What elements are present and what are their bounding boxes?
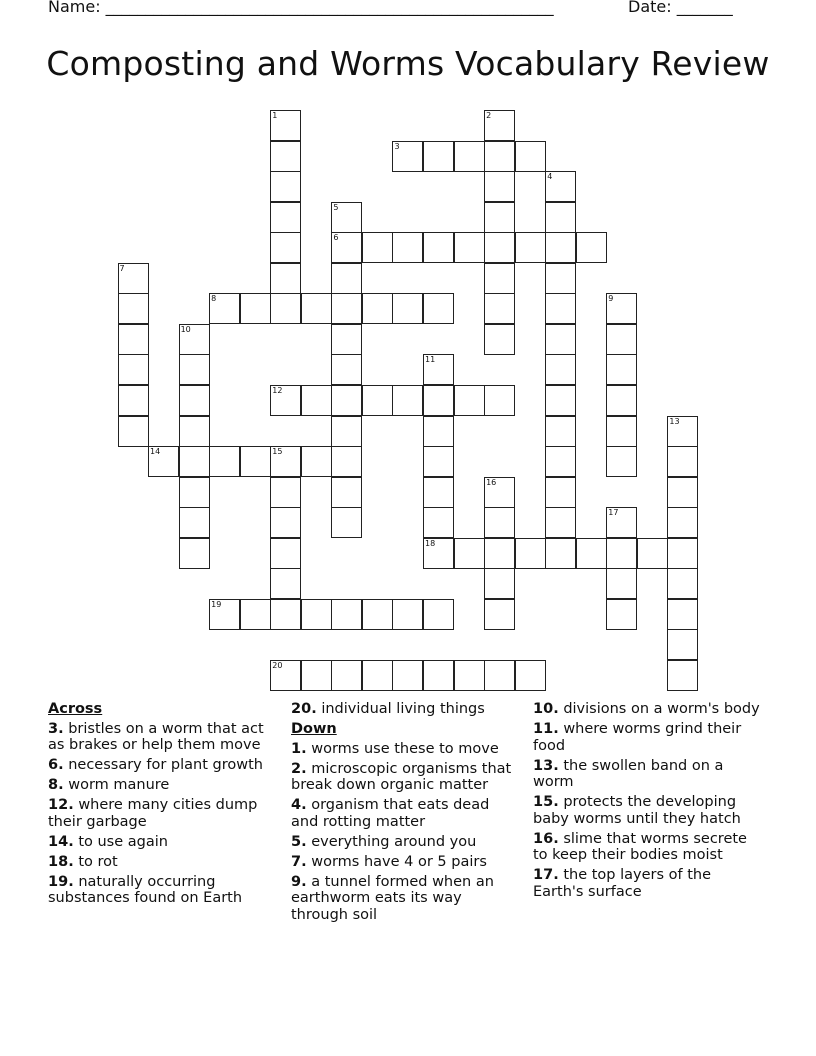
grid-cell[interactable] [392,232,423,263]
grid-cell[interactable] [515,232,546,263]
grid-cell[interactable] [270,538,301,569]
clue-across-12: 12. where many cities dump their garbage [48,797,258,830]
grid-cell[interactable] [484,568,515,599]
grid-cell[interactable] [179,477,210,508]
grid-cell[interactable] [606,354,637,385]
grid-cell[interactable] [484,538,515,569]
clue-down-16: 16. slime that worms secrete to keep their bodies moist [533,830,747,863]
grid-cell[interactable] [606,538,637,569]
grid-cell[interactable] [484,263,515,294]
grid-cell[interactable] [179,416,210,447]
grid-cell[interactable] [484,141,515,172]
clue-down-13: 13. the swollen band on a worm [533,757,724,790]
clue-down-4: 4. organism that eats dead and rotting matter [291,797,490,830]
grid-cell[interactable] [667,416,698,447]
grid-cell[interactable] [118,354,149,385]
clue-number: 8 [211,294,217,304]
clue-column-3 [533,701,765,904]
grid-cell[interactable] [667,568,698,599]
clue-down-9: 9. a tunnel formed when an earthworm eats its way through soil [291,873,494,923]
grid-cell[interactable] [606,416,637,447]
grid-cell[interactable] [331,446,362,477]
clue-number: 20 [272,660,283,670]
grid-cell[interactable] [545,263,576,294]
grid-cell[interactable] [545,232,576,263]
grid-cell[interactable] [484,324,515,355]
grid-cell[interactable] [423,477,454,508]
grid-cell[interactable] [423,354,454,385]
grid-cell[interactable] [179,324,210,355]
grid-cell[interactable] [423,599,454,630]
grid-cell[interactable] [179,354,210,385]
clue-across-6: 6. necessary for plant growth [48,757,263,773]
grid-cell[interactable] [362,599,393,630]
grid-cell[interactable] [331,477,362,508]
grid-cell[interactable] [454,232,485,263]
grid-cell[interactable] [606,293,637,324]
grid-cell[interactable] [270,507,301,538]
clue-column-1 [48,701,273,910]
clue-number: 6 [333,233,339,243]
clue-number: 19 [211,599,222,609]
clue-down-7: 7. worms have 4 or 5 pairs [291,853,487,870]
grid-cell[interactable] [484,507,515,538]
clue-down-17: 17. the top layers of the Earth's surface [533,867,712,900]
grid-cell[interactable] [331,385,362,416]
clue-column-2 [291,701,516,927]
grid-cell[interactable] [454,538,485,569]
grid-cell[interactable] [179,538,210,569]
grid-cell[interactable] [545,202,576,233]
grid-cell[interactable] [484,599,515,630]
name-label: Name: ________________________________________________________ [48,0,554,16]
grid-cell[interactable] [454,385,485,416]
grid-cell[interactable] [667,446,698,477]
grid-cell[interactable] [331,293,362,324]
grid-cell[interactable] [484,293,515,324]
clue-down-2: 2. microscopic organisms that break down organic matter [291,760,512,793]
grid-cell[interactable] [484,171,515,202]
grid-cell[interactable] [667,477,698,508]
grid-cell[interactable] [392,385,423,416]
clue-across-19: 19. naturally occurring substances found on Earth [48,873,243,906]
grid-cell[interactable] [423,660,454,691]
grid-cell[interactable] [576,232,607,263]
grid-cell[interactable] [118,293,149,324]
grid-cell[interactable] [484,202,515,233]
grid-cell[interactable] [270,293,301,324]
grid-cell[interactable] [209,293,240,324]
grid-cell[interactable] [301,293,332,324]
grid-cell[interactable] [331,354,362,385]
grid-cell[interactable] [118,263,149,294]
grid-cell[interactable] [331,232,362,263]
grid-cell[interactable] [545,538,576,569]
grid-cell[interactable] [270,141,301,172]
grid-cell[interactable] [270,660,301,691]
grid-cell[interactable] [423,293,454,324]
grid-cell[interactable] [270,446,301,477]
clue-across-8: 8. worm manure [48,777,170,793]
clue-number: 14 [150,447,161,457]
clue-number: 17 [608,508,619,518]
grid-cell[interactable] [362,660,393,691]
clue-number: 12 [272,385,283,395]
grid-cell[interactable] [484,477,515,508]
grid-cell[interactable] [362,385,393,416]
grid-cell[interactable] [301,660,332,691]
clue-number: 18 [425,538,436,548]
clue-number: 3 [394,141,400,151]
grid-cell[interactable] [576,538,607,569]
grid-cell[interactable] [301,446,332,477]
grid-cell[interactable] [423,446,454,477]
grid-cell[interactable] [270,477,301,508]
grid-cell[interactable] [148,446,179,477]
grid-cell[interactable] [423,416,454,447]
grid-cell[interactable] [423,141,454,172]
across-heading: Across [48,701,103,717]
grid-cell[interactable] [331,263,362,294]
grid-cell[interactable] [301,599,332,630]
grid-cell[interactable] [667,538,698,569]
grid-cell[interactable] [240,293,271,324]
grid-cell[interactable] [423,385,454,416]
grid-cell[interactable] [484,660,515,691]
grid-cell[interactable] [209,446,240,477]
grid-cell[interactable] [667,660,698,691]
clue-across-20: 20. individual living things [291,701,485,717]
date-label: Date: _______ [628,0,733,16]
grid-cell[interactable] [545,477,576,508]
clue-down-11: 11. where worms grind their food [533,721,742,754]
grid-cell[interactable] [240,599,271,630]
grid-cell[interactable] [270,599,301,630]
clue-across-3: 3. bristles on a worm that act as brakes or help them move [48,720,264,753]
grid-cell[interactable] [423,507,454,538]
grid-cell[interactable] [392,293,423,324]
clue-number: 13 [669,416,680,426]
grid-cell[interactable] [240,446,271,477]
grid-cell[interactable] [179,446,210,477]
clue-number: 4 [547,172,553,182]
grid-cell[interactable] [118,385,149,416]
grid-cell[interactable] [423,538,454,569]
grid-cell[interactable] [179,385,210,416]
clue-number: 1 [272,111,278,120]
grid-cell[interactable] [118,324,149,355]
grid-cell[interactable] [637,538,668,569]
page-title: Composting and Worms Vocabulary Review [46,44,770,83]
clue-number: 15 [272,447,283,457]
grid-cell[interactable] [515,538,546,569]
grid-cell[interactable] [331,599,362,630]
grid-cell[interactable] [606,507,637,538]
clue-across-18: 18. to rot [48,853,118,870]
grid-cell[interactable] [545,354,576,385]
grid-cell[interactable] [545,293,576,324]
grid-cell[interactable] [118,416,149,447]
clue-number: 5 [333,202,339,212]
grid-cell[interactable] [545,171,576,202]
grid-cell[interactable] [423,232,454,263]
grid-cell[interactable] [667,599,698,630]
grid-cell[interactable] [331,507,362,538]
down-heading: Down [291,721,337,737]
grid-cell[interactable] [270,385,301,416]
grid-cell[interactable] [515,141,546,172]
grid-cell[interactable] [179,507,210,538]
grid-cell[interactable] [270,110,301,141]
grid-cell[interactable] [606,446,637,477]
grid-cell[interactable] [331,202,362,233]
grid-cell[interactable] [545,324,576,355]
grid-cell[interactable] [331,324,362,355]
grid-cell[interactable] [301,385,332,416]
grid-cell[interactable] [545,385,576,416]
grid-cell[interactable] [606,324,637,355]
clue-number: 11 [425,355,436,365]
grid-cell[interactable] [545,446,576,477]
grid-cell[interactable] [667,629,698,660]
grid-cell[interactable] [515,660,546,691]
grid-cell[interactable] [392,599,423,630]
grid-cell[interactable] [270,232,301,263]
grid-cell[interactable] [606,599,637,630]
grid-cell[interactable] [331,660,362,691]
clue-down-10: 10. divisions on a worm's body [533,701,760,717]
grid-cell[interactable] [270,568,301,599]
grid-cell[interactable] [392,660,423,691]
grid-cell[interactable] [270,263,301,294]
clue-number: 16 [486,477,497,487]
grid-cell[interactable] [331,416,362,447]
grid-cell[interactable] [545,416,576,447]
clue-number: 2 [486,111,492,120]
grid-cell[interactable] [454,660,485,691]
grid-cell[interactable] [362,293,393,324]
clue-across-14: 14. to use again [48,833,168,850]
grid-cell[interactable] [606,385,637,416]
clue-down-5: 5. everything around you [291,833,477,850]
grid-cell[interactable] [667,507,698,538]
clue-number: 10 [180,324,191,334]
grid-cell[interactable] [270,171,301,202]
grid-cell[interactable] [392,141,423,172]
grid-cell[interactable] [606,568,637,599]
clue-number: 9 [608,294,614,304]
grid-cell[interactable] [270,202,301,233]
grid-cell[interactable] [362,232,393,263]
clue-number: 7 [119,263,125,273]
grid-cell[interactable] [484,385,515,416]
grid-cell[interactable] [454,141,485,172]
grid-cell[interactable] [209,599,240,630]
grid-cell[interactable] [484,232,515,263]
clue-down-15: 15. protects the developing baby worms until they hatch [533,794,741,827]
grid-cell[interactable] [545,507,576,538]
grid-cell[interactable] [484,110,515,141]
clue-down-1: 1. worms use these to move [291,740,499,757]
